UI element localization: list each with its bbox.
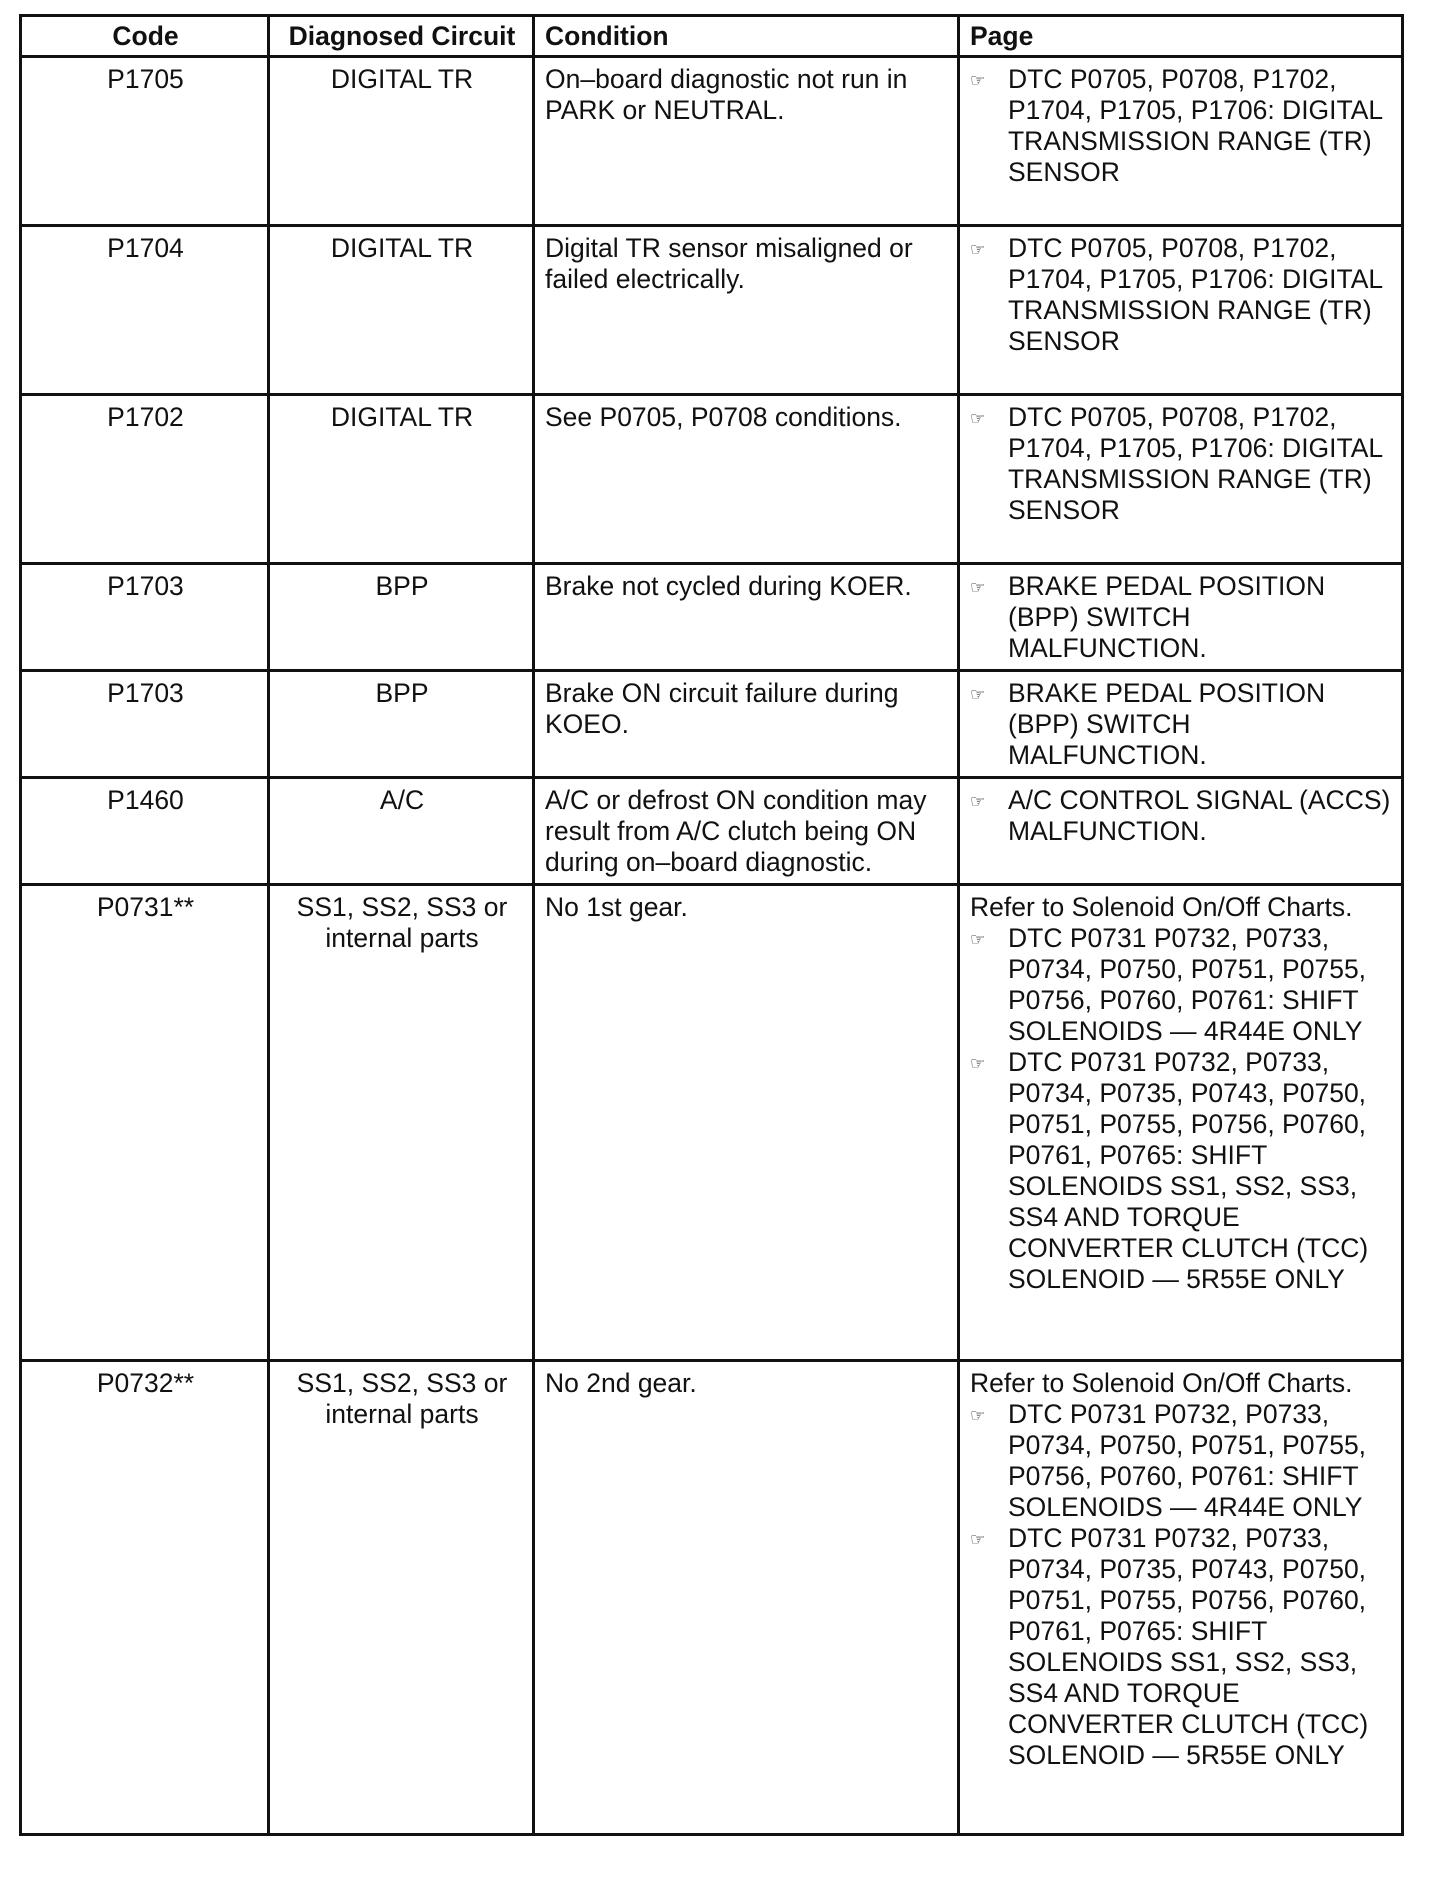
- header-diagnosed-circuit: Diagnosed Circuit: [269, 16, 534, 57]
- page-cell: [959, 1361, 1403, 1835]
- pointing-hand-icon: ☞: [970, 930, 986, 949]
- page-reference-text[interactable]: DTC P0731 P0732, P0733, P0734, P0750, P0751, P0755, P0756, P0760, P0761: SHIFT SOLENOIDS — 4R44E ONLY: [1008, 923, 1367, 1046]
- table-body: [21, 57, 1403, 1835]
- page-reference-text[interactable]: DTC P0705, P0708, P1702, P1704, P1705, P1706: DIGITAL TRANSMISSION RANGE (TR) SENSOR: [1008, 64, 1383, 187]
- page-cell: [959, 671, 1403, 778]
- page-note: Refer to Solenoid On/Off Charts.: [970, 892, 1353, 922]
- page-cell: [959, 885, 1403, 1361]
- page-reference[interactable]: [970, 571, 1393, 664]
- table-row: [21, 395, 1403, 564]
- page-cell: [959, 778, 1403, 885]
- code-cell: P1703: [21, 564, 269, 671]
- page-reference[interactable]: [970, 402, 1393, 526]
- condition-cell: No 2nd gear.: [534, 1361, 959, 1835]
- page-reference[interactable]: [970, 785, 1393, 847]
- condition-cell: Brake not cycled during KOER.: [534, 564, 959, 671]
- pointing-hand-icon: ☞: [970, 409, 986, 428]
- page-reference-text[interactable]: DTC P0731 P0732, P0733, P0734, P0735, P0743, P0750, P0751, P0755, P0756, P0760, P0761, P0765: SHIFT SOLENOIDS SS1, SS2, SS3, SS4 AND TORQUE CONVERTER CLUTCH (TCC) SOLENOID — 5R55E ONLY: [1008, 1047, 1369, 1294]
- page-reference-text[interactable]: DTC P0705, P0708, P1702, P1704, P1705, P1706: DIGITAL TRANSMISSION RANGE (TR) SENSOR: [1008, 233, 1383, 356]
- pointing-hand-icon: ☞: [970, 71, 986, 90]
- table-row: [21, 564, 1403, 671]
- header-condition: Condition: [534, 16, 959, 57]
- table-row: [21, 885, 1403, 1361]
- circuit-cell: SS1, SS2, SS3 or internal parts: [269, 885, 534, 1361]
- code-cell: P1705: [21, 57, 269, 226]
- condition-cell: A/C or defrost ON condition may result from A/C clutch being ON during on–board diagnostic.: [534, 778, 959, 885]
- page-cell: [959, 226, 1403, 395]
- circuit-cell: BPP: [269, 671, 534, 778]
- page-reference-text[interactable]: BRAKE PEDAL POSITION (BPP) SWITCH MALFUNCTION.: [1008, 571, 1326, 663]
- page-reference-text[interactable]: DTC P0731 P0732, P0733, P0734, P0750, P0751, P0755, P0756, P0760, P0761: SHIFT SOLENOIDS — 4R44E ONLY: [1008, 1399, 1367, 1522]
- table-header: [21, 16, 1403, 57]
- page-reference[interactable]: [970, 923, 1393, 1047]
- page-reference-text[interactable]: DTC P0705, P0708, P1702, P1704, P1705, P1706: DIGITAL TRANSMISSION RANGE (TR) SENSOR: [1008, 402, 1383, 525]
- page-reference-text[interactable]: BRAKE PEDAL POSITION (BPP) SWITCH MALFUNCTION.: [1008, 678, 1326, 770]
- pointing-hand-icon: ☞: [970, 578, 986, 597]
- condition-cell: See P0705, P0708 conditions.: [534, 395, 959, 564]
- circuit-cell: DIGITAL TR: [269, 395, 534, 564]
- condition-cell: No 1st gear.: [534, 885, 959, 1361]
- table-row: [21, 57, 1403, 226]
- code-cell: P1460: [21, 778, 269, 885]
- pointing-hand-icon: ☞: [970, 1530, 986, 1549]
- code-cell: P0731**: [21, 885, 269, 1361]
- page-cell: [959, 57, 1403, 226]
- dtc-table: [19, 14, 1404, 1836]
- page-cell: [959, 564, 1403, 671]
- condition-cell: Brake ON circuit failure during KOEO.: [534, 671, 959, 778]
- page-reference[interactable]: [970, 1047, 1393, 1295]
- circuit-cell: SS1, SS2, SS3 or internal parts: [269, 1361, 534, 1835]
- circuit-cell: DIGITAL TR: [269, 226, 534, 395]
- page-reference-text[interactable]: A/C CONTROL SIGNAL (ACCS) MALFUNCTION.: [1008, 785, 1391, 846]
- table-row: [21, 1361, 1403, 1835]
- pointing-hand-icon: ☞: [970, 792, 986, 811]
- page-note: Refer to Solenoid On/Off Charts.: [970, 1368, 1353, 1398]
- page-reference[interactable]: [970, 678, 1393, 771]
- circuit-cell: DIGITAL TR: [269, 57, 534, 226]
- condition-cell: On–board diagnostic not run in PARK or NEUTRAL.: [534, 57, 959, 226]
- code-cell: P0732**: [21, 1361, 269, 1835]
- page-reference[interactable]: [970, 233, 1393, 357]
- page-reference[interactable]: [970, 1523, 1393, 1771]
- table-row: [21, 778, 1403, 885]
- circuit-cell: BPP: [269, 564, 534, 671]
- table-row: [21, 671, 1403, 778]
- circuit-cell: A/C: [269, 778, 534, 885]
- pointing-hand-icon: ☞: [970, 1054, 986, 1073]
- condition-cell: Digital TR sensor misaligned or failed electrically.: [534, 226, 959, 395]
- pointing-hand-icon: ☞: [970, 1406, 986, 1425]
- page-reference-text[interactable]: DTC P0731 P0732, P0733, P0734, P0735, P0743, P0750, P0751, P0755, P0756, P0760, P0761, P0765: SHIFT SOLENOIDS SS1, SS2, SS3, SS4 AND TORQUE CONVERTER CLUTCH (TCC) SOLENOID — 5R55E ONLY: [1008, 1523, 1369, 1770]
- pointing-hand-icon: ☞: [970, 240, 986, 259]
- code-cell: P1703: [21, 671, 269, 778]
- page-cell: [959, 395, 1403, 564]
- pointing-hand-icon: ☞: [970, 685, 986, 704]
- header-code: Code: [21, 16, 269, 57]
- table-row: [21, 226, 1403, 395]
- page-reference[interactable]: [970, 1399, 1393, 1523]
- header-page: Page: [959, 16, 1403, 57]
- page-reference[interactable]: [970, 64, 1393, 188]
- code-cell: P1702: [21, 395, 269, 564]
- code-cell: P1704: [21, 226, 269, 395]
